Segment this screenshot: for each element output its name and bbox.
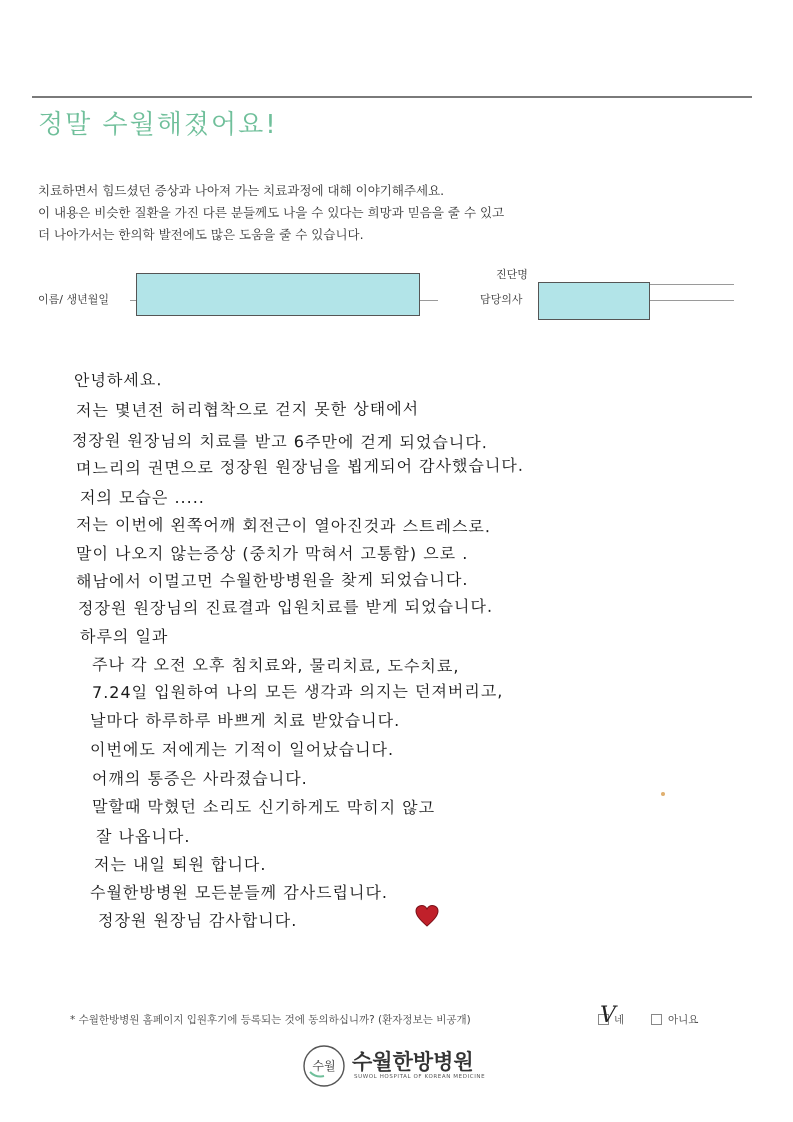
letter-line: 이번에도 저에게는 기적이 일어났습니다. <box>90 740 395 759</box>
letter-line: 7.24일 입원하여 나의 모든 생각과 의지는 던져버리고, <box>91 681 504 702</box>
handwritten-check-mark: V <box>600 1003 616 1028</box>
letter-line: 말이 나오지 않는증상 (중치가 막혀서 고통함) 으로 . <box>76 544 469 563</box>
doctor-label: 담당의사 <box>480 293 523 306</box>
name-birth-label: 이름/ 생년월일 <box>38 293 109 306</box>
letter-line: 하루의 일과 <box>80 627 169 646</box>
letter-line: 정장원 원장님 감사합니다. <box>98 911 298 930</box>
consent-question: * 수월한방병원 홈페이지 입원후기에 등록되는 것에 동의하십니까? (환자정보는 비공개) <box>70 1014 471 1026</box>
letter-line: 저는 이번에 왼쪽어깨 회전근이 열아진것과 스트레스로. <box>75 515 492 537</box>
letter-line: 어깨의 통증은 사라졌습니다. <box>92 769 308 788</box>
logo-name: 수월한방병원 <box>352 1050 474 1074</box>
ink-dot <box>661 792 665 796</box>
letter-line: 저는 몇년전 허리협착으로 걷지 못한 상태에서 <box>75 399 420 420</box>
letter-line: 며느리의 권면으로 정장원 원장님을 뵙게되어 감사했습니다. <box>75 455 524 478</box>
consent-no-label: 아니요 <box>668 1014 699 1026</box>
letter-line: 주나 각 오전 오후 침치료와, 물리치료, 도수치료, <box>91 655 460 676</box>
letter-line: 저는 내일 퇴원 합니다. <box>94 855 267 874</box>
letter-line: 수월한방병원 모든분들께 감사드립니다. <box>90 883 389 902</box>
letter-line: 말할때 막혔던 소리도 신기하게도 막히지 않고 <box>91 797 436 818</box>
logo-seal-text: 수월 <box>312 1059 336 1073</box>
intro-line: 이 내용은 비슷한 질환을 가진 다른 분들께도 나을 수 있다는 희망과 믿음을 줄 수 있고 <box>38 205 505 220</box>
logo-seal-icon <box>300 1042 348 1090</box>
hospital-logo <box>300 1042 486 1090</box>
letter-line: 정장원 원장님의 진료결과 입원치료를 받게 되었습니다. <box>77 596 494 618</box>
intro-line: 치료하면서 힘드셨던 증상과 나아져 가는 치료과정에 대해 이야기해주세요. <box>38 183 445 198</box>
letter-line: 해남에서 이멀고먼 수월한방병원을 찾게 되었습니다. <box>75 569 469 591</box>
logo-subtitle: SUWOL HOSPITAL OF KOREAN MEDICINE <box>354 1074 486 1080</box>
form-title: 정말 수월해졌어요! <box>38 110 278 140</box>
letter-line: 잘 나옵니다. <box>96 827 191 846</box>
intro-line: 더 나아가서는 한의학 발전에도 많은 도움을 줄 수 있습니다. <box>38 227 364 242</box>
letter-line: 정장원 원장님의 치료를 받고 6주만에 걷게 되었습니다. <box>71 431 488 453</box>
consent-no-checkbox[interactable] <box>651 1014 662 1025</box>
consent-yes-label: 네 <box>614 1014 625 1026</box>
letter-line: 저의 모습은 ..... <box>80 488 205 507</box>
letter-line: 날마다 하루하루 바쁘게 치료 받았습니다. <box>90 711 401 730</box>
diagnosis-label: 진단명 <box>496 268 528 281</box>
heart-icon <box>414 903 440 929</box>
letter-line: 안녕하세요. <box>73 370 163 390</box>
